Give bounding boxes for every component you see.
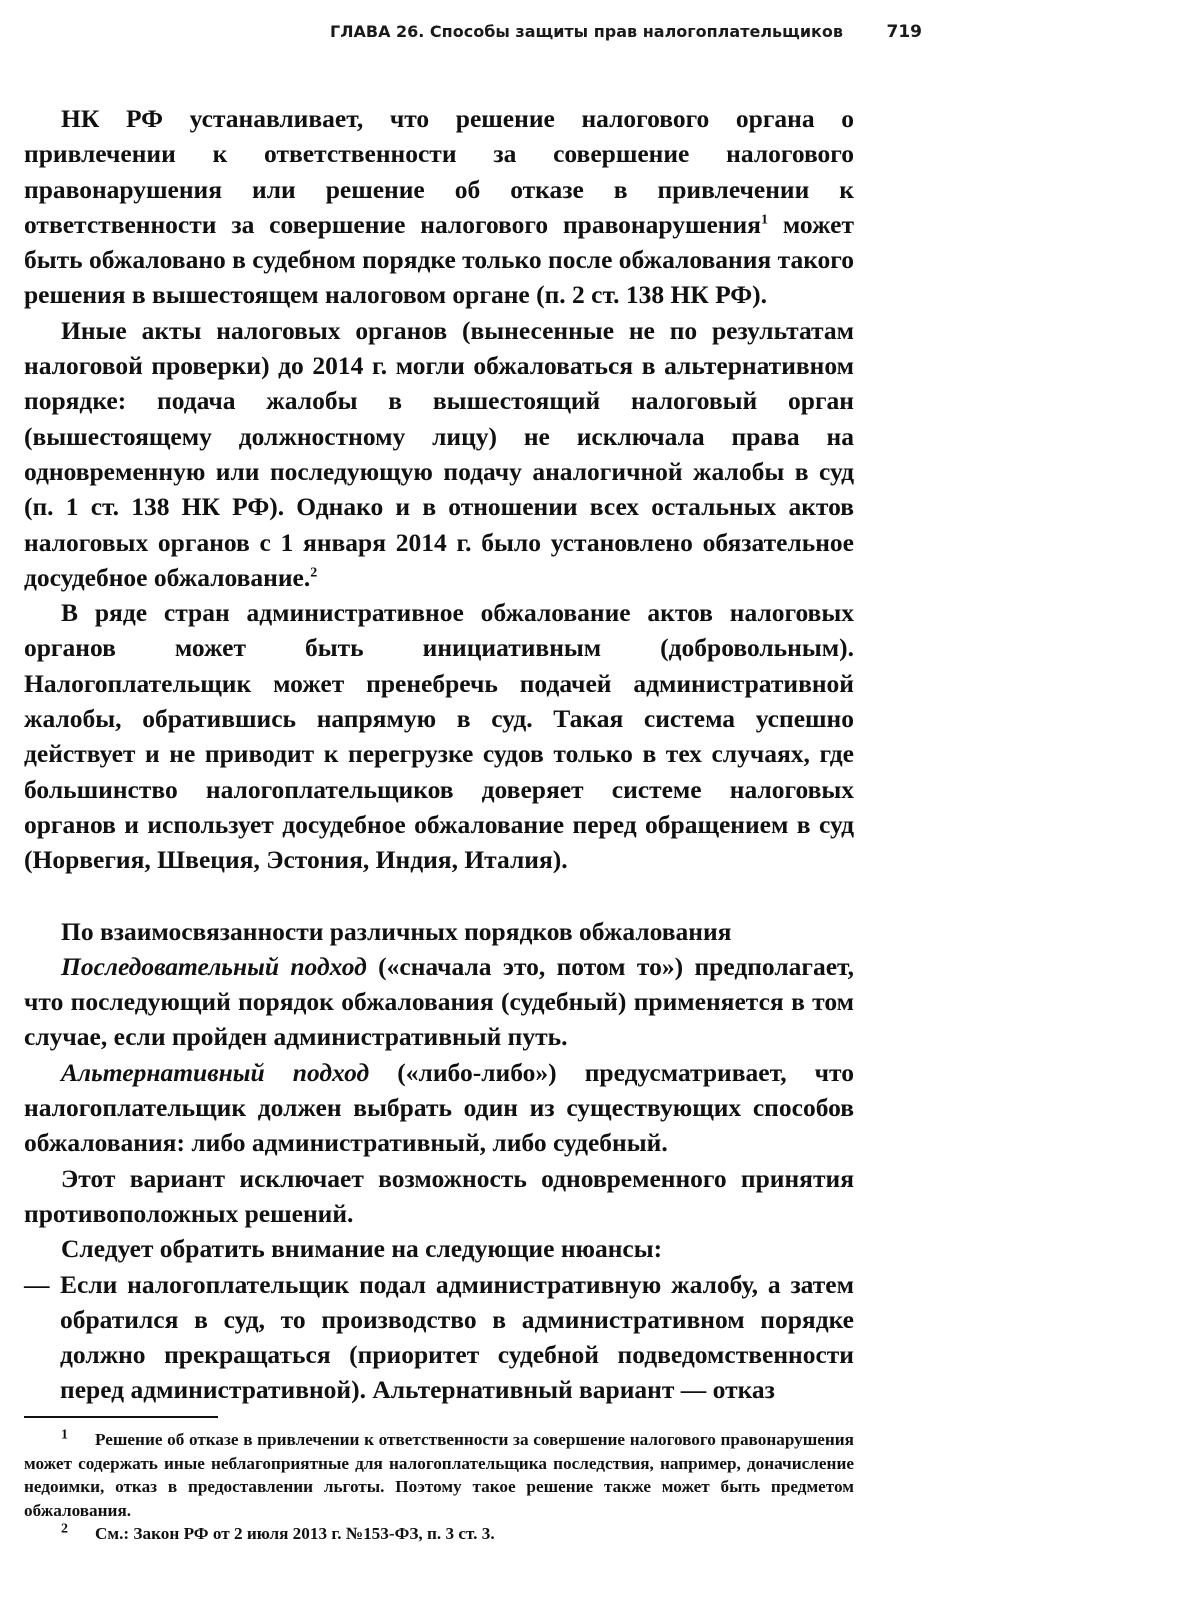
list-item-text: Если налогоплательщик подал административную жалобу, а затем обратился в суд, то производство в административном порядке должно прекращаться (приоритет судебной подведомственности перед административной). Альтернативный вариант — отказ xyxy=(60,1269,854,1405)
running-head xyxy=(330,22,922,48)
footnote-mark-1 xyxy=(61,1428,95,1452)
dash-marker: — xyxy=(24,1269,50,1299)
paragraph-6: Этот вариант исключает возможность одновременного принятия противоположных решений. xyxy=(24,1163,854,1228)
term-sequential-approach: Последовательный подход xyxy=(61,951,367,981)
paragraph-4 xyxy=(24,949,854,1055)
list-item xyxy=(24,1267,854,1408)
term-alternative-approach: Альтернативный подход xyxy=(61,1057,370,1087)
footnote-ref-1[interactable]: 1 xyxy=(760,212,768,228)
paragraph-5 xyxy=(24,1055,854,1161)
paragraph-1-text: НК РФ устанавливает, что решение налогового органа о привлечении к ответственности за совершение налогового правонарушения или решение об отказе в привлечении к ответственности за совершение налогового правонарушения xyxy=(24,104,854,239)
paragraph-1-text-after: может быть обжаловано в судебном порядке только после обжалования такого решения в вышестоящем налоговом органе (п. 2 ст. 138 НК РФ). xyxy=(24,209,854,310)
paragraph-1 xyxy=(24,101,854,313)
paragraph-5-text: («либо-либо») предусматривает, что налогоплательщик должен выбрать один из существующих способов обжалования: либо административный, либо судебный. xyxy=(24,1057,854,1158)
footnote-2 xyxy=(24,1522,854,1546)
footnote-mark-1-number: 1 xyxy=(61,1427,68,1443)
footnote-1-text: Решение об отказе в привлечении к ответственности за совершение налогового правонарушения может содержать иные неблагоприятные для налогоплательщика последствия, например, доначисление недоимки, отказ в предоставлении льготы. Поэтому такое решение также может быть предметом обжалования. xyxy=(24,1430,854,1520)
footnote-divider xyxy=(24,1416,218,1418)
footnote-1 xyxy=(24,1428,854,1522)
footnote-mark-2 xyxy=(61,1522,95,1546)
page-number: 719 xyxy=(886,22,922,42)
main-text xyxy=(24,101,854,1408)
paragraph-4-text: («сначала это, потом то») предполагает, что последующий порядок обжалования (судебный) применяется в том случае, если пройден административный путь. xyxy=(24,951,855,1052)
paragraph-2 xyxy=(24,313,854,595)
footnote-mark-2-number: 2 xyxy=(61,1521,68,1537)
footnote-ref-2[interactable]: 2 xyxy=(310,565,318,581)
subheading: По взаимосвязанности различных порядков обжалования xyxy=(61,916,732,946)
paragraph-2-text: Иные акты налоговых органов (вынесенные не по результатам налоговой проверки) до 2014 г. могли обжаловаться в альтернативном порядке: подача жалобы в вышестоящий налоговый орган (вышестоящему должностному лицу) не исключала права на одновременную или последующую подачу аналогичной жалобы в суд (п. 1 ст. 138 НК РФ). Однако и в отношении всех остальных актов налоговых органов с 1 января 2014 г. было установлено обязательное досудебное обжалование. xyxy=(24,315,854,592)
footnote-2-text: См.: Закон РФ от 2 июля 2013 г. №153-ФЗ, п. 3 ст. 3. xyxy=(95,1524,495,1544)
footnotes xyxy=(24,1428,854,1546)
chapter-title: ГЛАВА 26. Способы защиты прав налогоплательщиков xyxy=(330,22,844,41)
paragraph-7: Следует обратить внимание на следующие нюансы: xyxy=(61,1234,663,1264)
paragraph-3: В ряде стран административное обжалование актов налоговых органов может быть инициативным (добровольным). Налогоплательщик может пренебречь подачей административной жалобы, обратившись напрямую в суд. Такая система успешно действует и не приводит к перегрузке судов только в тех случаях, где большинство налогоплательщиков доверяет системе налоговых органов и использует досудебное обжалование перед обращением в суд (Норвегия, Швеция, Эстония, Индия, Италия). xyxy=(24,598,854,875)
